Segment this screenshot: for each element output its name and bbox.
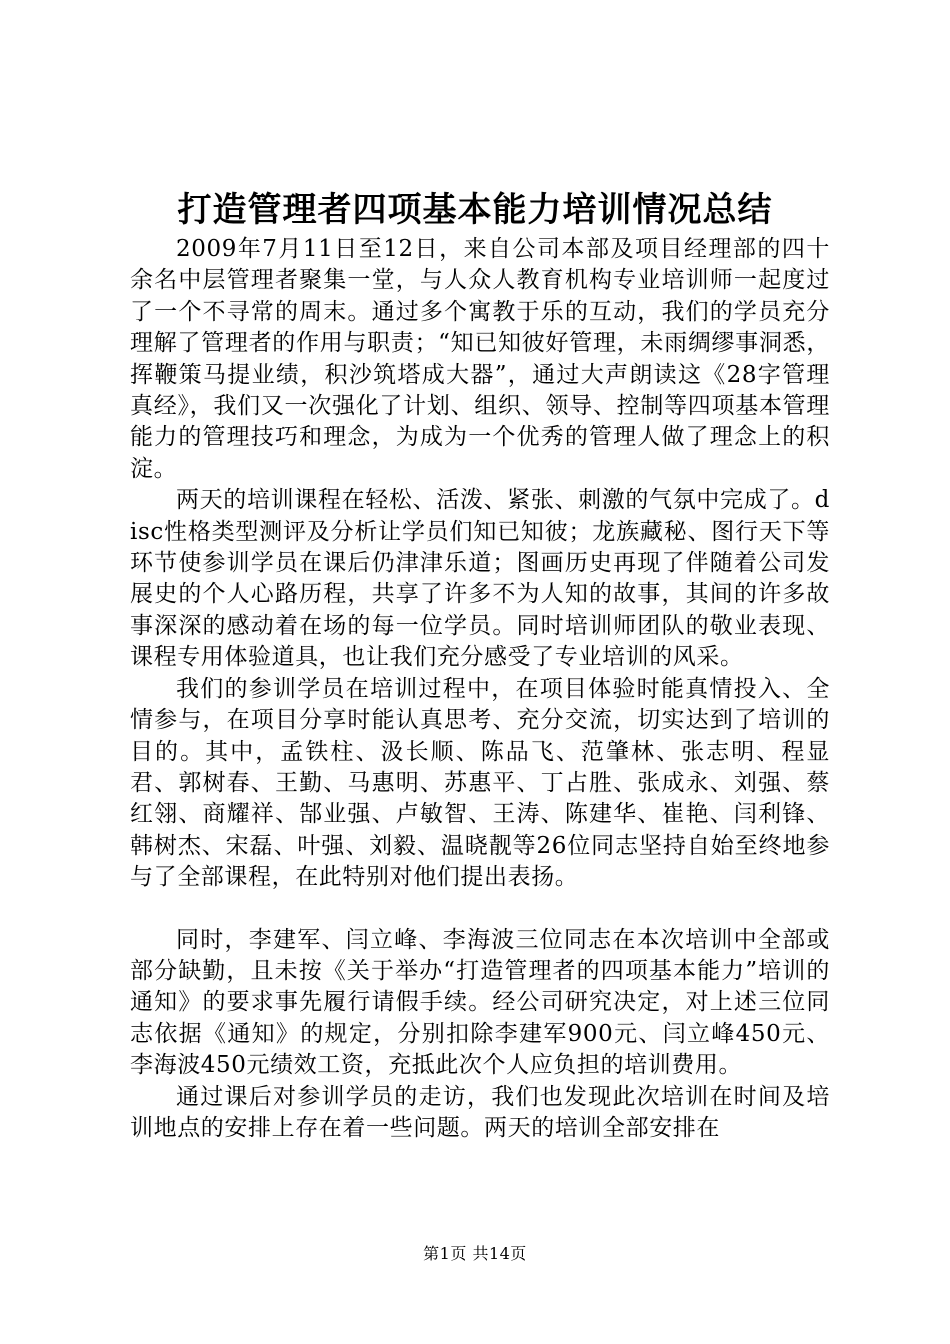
paragraph-1: 2009年7月11日至12日，来自公司本部及项目经理部的四十余名中层管理者聚集一堂，与人众人教育机构专业培训师一起度过了一个不寻常的周末。通过多个寓教于乐的互动，我们的学员充分理解了管理者的作用与职责；“知已知彼好管理，未雨绸缪事洞悉，挥鞭策马提业绩，积沙筑塔成大器”，通过大声朗读这《28字管理真经》，我们又一次强化了计划、组织、领导、控制等四项基本管理能力的管理技巧和理念，为成为一个优秀的管理人做了理念上的积淀。: [130, 236, 830, 482]
paragraph-2: 两天的培训课程在轻松、活泼、紧张、刺激的气氛中完成了。disc性格类型测评及分析让学员们知已知彼；龙族藏秘、图行天下等环节使参训学员在课后仍津津乐道；图画历史再现了伴随着公司发展史的个人心路历程，共享了许多不为人知的故事，其间的许多故事深深的感动着在场的每一位学员。同时培训师团队的敬业表现、课程专用体验道具，也让我们充分感受了专业培训的风采。: [130, 487, 830, 671]
document-body: [130, 234, 830, 1144]
document-title: 打造管理者四项基本能力培训情况总结: [177, 190, 773, 230]
paragraph-5: 通过课后对参训学员的走访，我们也发现此次培训在时间及培训地点的安排上存在着一些问题。两天的培训全部安排在: [130, 1083, 830, 1141]
paragraph-3: 我们的参训学员在培训过程中，在项目体验时能真情投入、全情参与，在项目分享时能认真思考、充分交流，切实达到了培训的目的。其中，孟铁柱、汲长顺、陈品飞、范肇林、张志明、程显君、郭树春、王勤、马惠明、苏惠平、丁占胜、张成永、刘强、蔡红翎、商耀祥、郜业强、卢敏智、王涛、陈建华、崔艳、闫利锋、韩树杰、宋磊、叶强、刘毅、温晓靓等26位同志坚持自始至终地参与了全部课程，在此特别对他们提出表扬。: [130, 675, 830, 891]
paragraph-spacer: [130, 894, 830, 925]
page-footer: 第1页 共14页: [423, 1244, 527, 1263]
paragraph-4: 同时，李建军、闫立峰、李海波三位同志在本次培训中全部或部分缺勤，且未按《关于举办“打造管理者的四项基本能力”培训的通知》的要求事先履行请假手续。经公司研究决定，对上述三位同志依据《通知》的规定，分别扣除李建军900元、闫立峰450元、李海波450元绩效工资，充抵此次个人应负担的培训费用。: [130, 926, 830, 1079]
